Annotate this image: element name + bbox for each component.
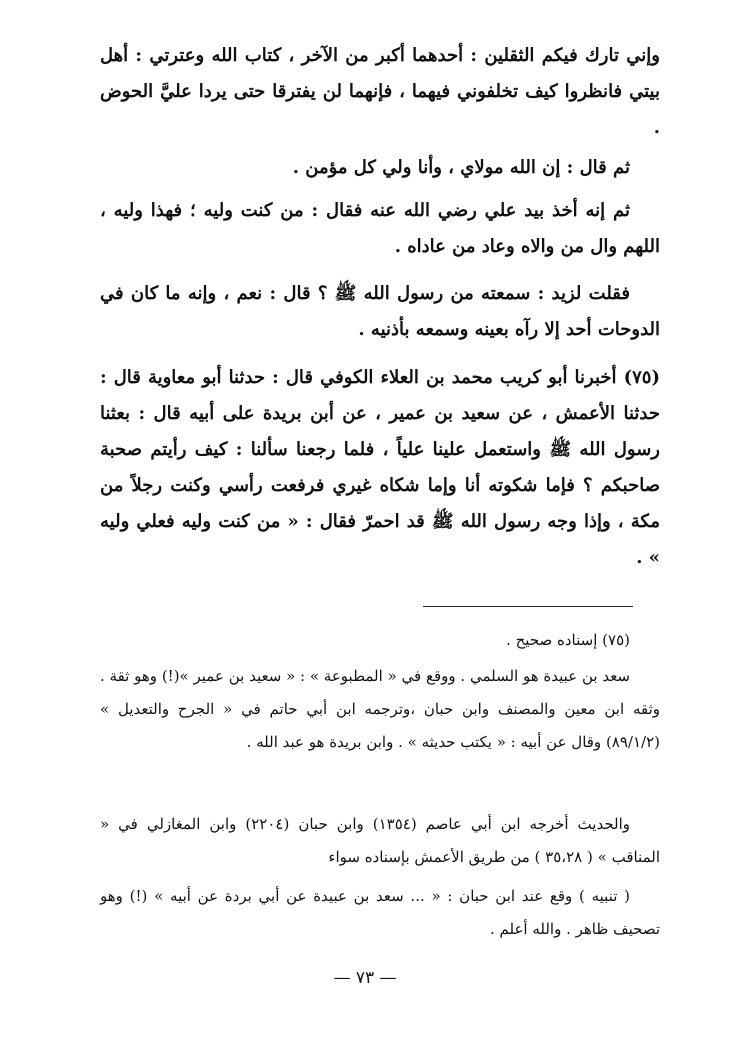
main-paragraph-2: ثم قال : إن الله مولاي ، وأنا ولي كل مؤمن . <box>292 157 630 178</box>
page-number: — ٧٣ — <box>333 968 397 988</box>
footnote-divider <box>423 606 633 607</box>
footnote-2: سعد بن عبيدة هو السلمي . ووقع في « المطبوعة » : « سعيد بن عمير »(!) وهو ثقة . وثقه ابن معين والمصنف وابن حبان ،وترجمه ابن أبي حاتم في « الجرح والتعديل » (٨٩/١/٢) وقال عن أبيه : « يكتب حديثه » . وابن بريدة هو عبد الله . <box>100 667 660 751</box>
footnote-4: ( تنبيه ) وقع عند ابن حبان : « ... سعد بن عبيدة عن أبي بردة عن أبيه » (!) وهو تصحيف ظاهر . والله أعلم . <box>100 887 660 938</box>
main-paragraph-5: (٧٥) أخبرنا أبو كريب محمد بن العلاء الكوفي قال : حدثنا أبو معاوية قال : حدثنا الأعمش ، عن سعيد بن عمير ، عن أبن بريدة على أبيه قال : بعثنا رسول الله ﷺ واستعمل علينا علياً ، فلما رجعنا سألنا : كيف رأيتم صحبة صاحبكم ؟ فإما شكوته أنا وإما شكاه غيري فرفعت رأسي وكنت رجلاً من مكة ، وإذا وجه رسول الله ﷺ قد احمرّ فقال : « من كنت وليه فعلي وليه » . <box>100 367 660 568</box>
main-paragraph-4: فقلت لزيد : سمعته من رسول الله ﷺ ؟ قال : نعم ، وإنه ما كان في الدوحات أحد إلا رآه بعينه وسمعه بأذنيه . <box>100 283 660 340</box>
footnote-3: والحديث أخرجه ابن أبي عاصم (١٣٥٤) وابن حبان (٢٢٠٤) وابن المغازلي في « المناقب » ( ٣٥،٢٨ ) من طريق الأعمش بإسناده سواء <box>100 815 660 866</box>
main-paragraph-3: ثم إنه أخذ بيد علي رضي الله عنه فقال : من كنت وليه ؛ فهذا وليه ، اللهم وال من والاه وعاد من عاداه . <box>100 200 660 257</box>
footnote-1: (٧٥) إسناده صحيح . <box>506 631 630 649</box>
main-paragraph-1: وإني تارك فيكم الثقلين : أحدهما أكبر من الآخر ، كتاب الله وعترتي : أهل بيتي فانظروا كيف تخلفوني فيهما ، فإنهما لن يفترقا حتى يردا عليَّ الحوض . <box>100 45 660 138</box>
